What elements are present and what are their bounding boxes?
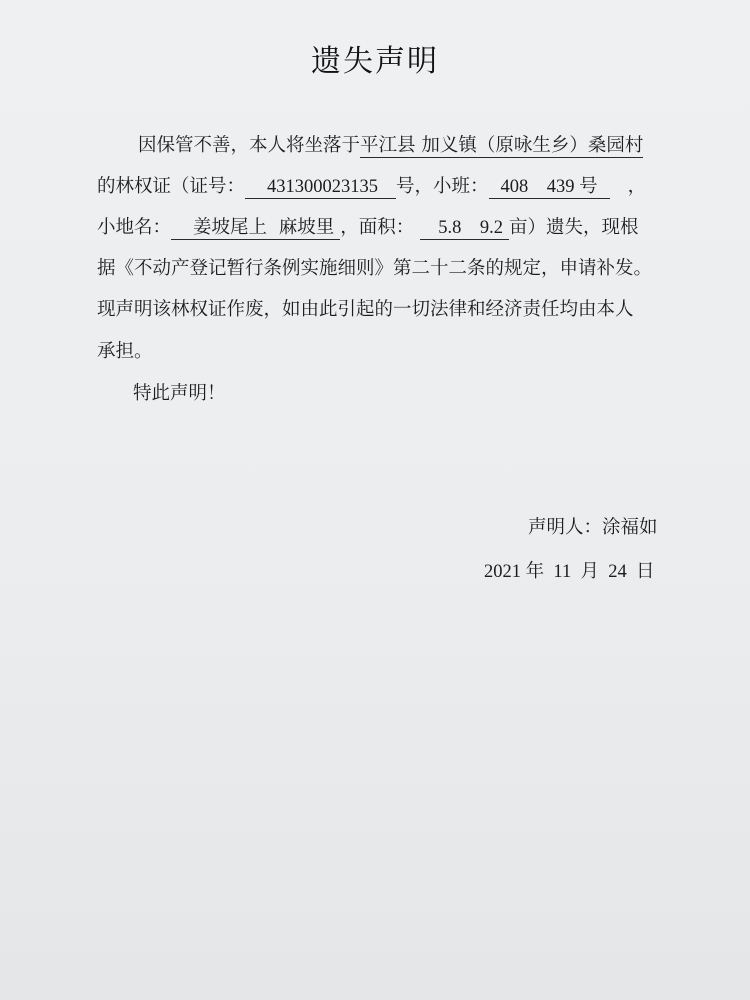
line2-suffix: 号，小班： bbox=[396, 176, 489, 197]
body-line-2 bbox=[97, 178, 646, 199]
body-line-1 bbox=[138, 137, 643, 158]
body-line-5: 现声明该林权证作废，如由此引起的一切法律和经济责任均由本人 bbox=[97, 299, 634, 320]
document-title: 遗失声明 bbox=[311, 44, 439, 79]
place-name: 姜坡尾上 麻坡里 bbox=[171, 219, 340, 240]
body-line-3 bbox=[97, 219, 639, 240]
certificate-number: 431300023135 bbox=[245, 178, 396, 199]
area-value: 5.8 9.2 bbox=[420, 219, 509, 240]
line2-prefix: 的林权证（证号： bbox=[97, 176, 246, 197]
declarant-signature: 声明人：涂福如 bbox=[528, 517, 658, 538]
declaration-date: 2021 年 11 月 24 日 bbox=[484, 562, 655, 582]
body-line-4: 据《不动产登记暂行条例实施细则》第二十二条的规定，申请补发。 bbox=[97, 258, 653, 279]
line3-middle: ，面积： bbox=[340, 217, 415, 238]
closing-statement: 特此声明！ bbox=[133, 383, 226, 404]
line1-prefix: 因保管不善，本人将坐落于 bbox=[138, 135, 361, 156]
location-text: 平江县 加义镇（原咏生乡）桑园村 bbox=[360, 135, 644, 156]
line2-end: ， bbox=[627, 176, 647, 197]
line3-prefix: 小地名： bbox=[97, 217, 172, 238]
line3-suffix: 亩）遗失，现根 bbox=[509, 217, 639, 238]
plot-number: 408 439 号 bbox=[489, 178, 610, 199]
body-line-6: 承担。 bbox=[97, 341, 153, 362]
